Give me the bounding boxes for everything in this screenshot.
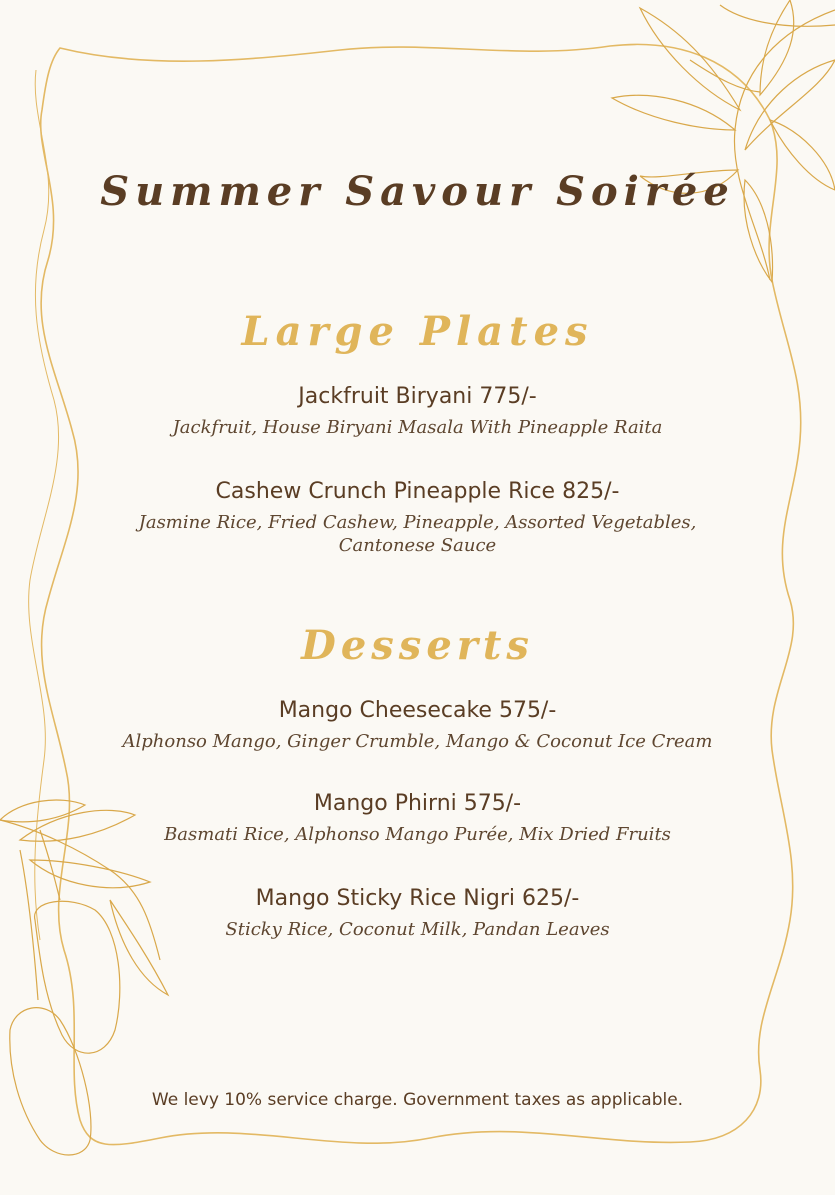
menu-item-mango-phirni	[60, 789, 775, 846]
item-name: Jackfruit Biryani 775/-	[298, 384, 537, 409]
item-description: Sticky Rice, Coconut Milk, Pandan Leaves	[225, 919, 610, 940]
item-name: Mango Sticky Rice Nigri 625/-	[255, 886, 580, 911]
menu-item-cashew-crunch-pineapple-rice	[60, 477, 775, 557]
item-description: Alphonso Mango, Ginger Crumble, Mango & Coconut Ice Cream	[122, 731, 713, 752]
menu-item-jackfruit-biryani	[60, 382, 775, 439]
menu-item-mango-cheesecake	[60, 696, 775, 753]
item-name: Mango Cheesecake 575/-	[278, 698, 557, 723]
item-description-line-2: Cantonese Sauce	[338, 535, 497, 556]
mango-lower	[10, 1008, 91, 1155]
menu-title: Summer Savour Soirée	[100, 168, 735, 215]
item-description-line-1: Jasmine Rice, Fried Cashew, Pineapple, Assorted Vegetables,	[138, 512, 697, 533]
service-charge-note: We levy 10% service charge. Government taxes as applicable.	[151, 1090, 684, 1110]
item-description: Jackfruit, House Biryani Masala With Pineapple Raita	[172, 417, 663, 438]
section-heading-large-plates: Large Plates	[241, 308, 594, 355]
menu-item-mango-sticky-rice-nigri	[60, 884, 775, 941]
section-heading-desserts: Desserts	[301, 622, 534, 669]
leaf-cluster-top-right	[612, 0, 835, 282]
item-name: Cashew Crunch Pineapple Rice 825/-	[215, 479, 620, 504]
item-name: Mango Phirni 575/-	[313, 791, 522, 816]
item-description: Basmati Rice, Alphonso Mango Purée, Mix Dried Fruits	[164, 824, 671, 845]
